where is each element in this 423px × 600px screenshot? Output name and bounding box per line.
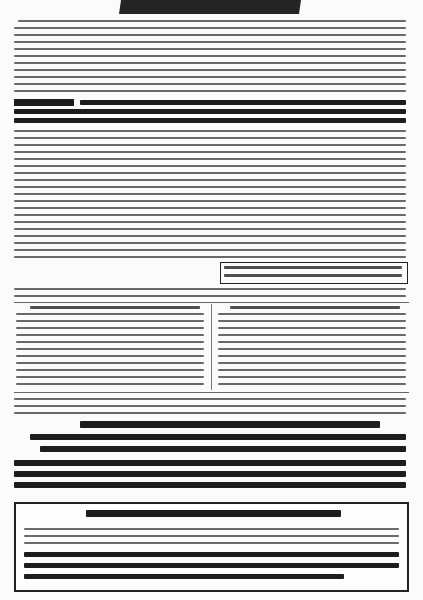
notice-box [14, 502, 409, 592]
redacted-header-mark [119, 0, 301, 14]
